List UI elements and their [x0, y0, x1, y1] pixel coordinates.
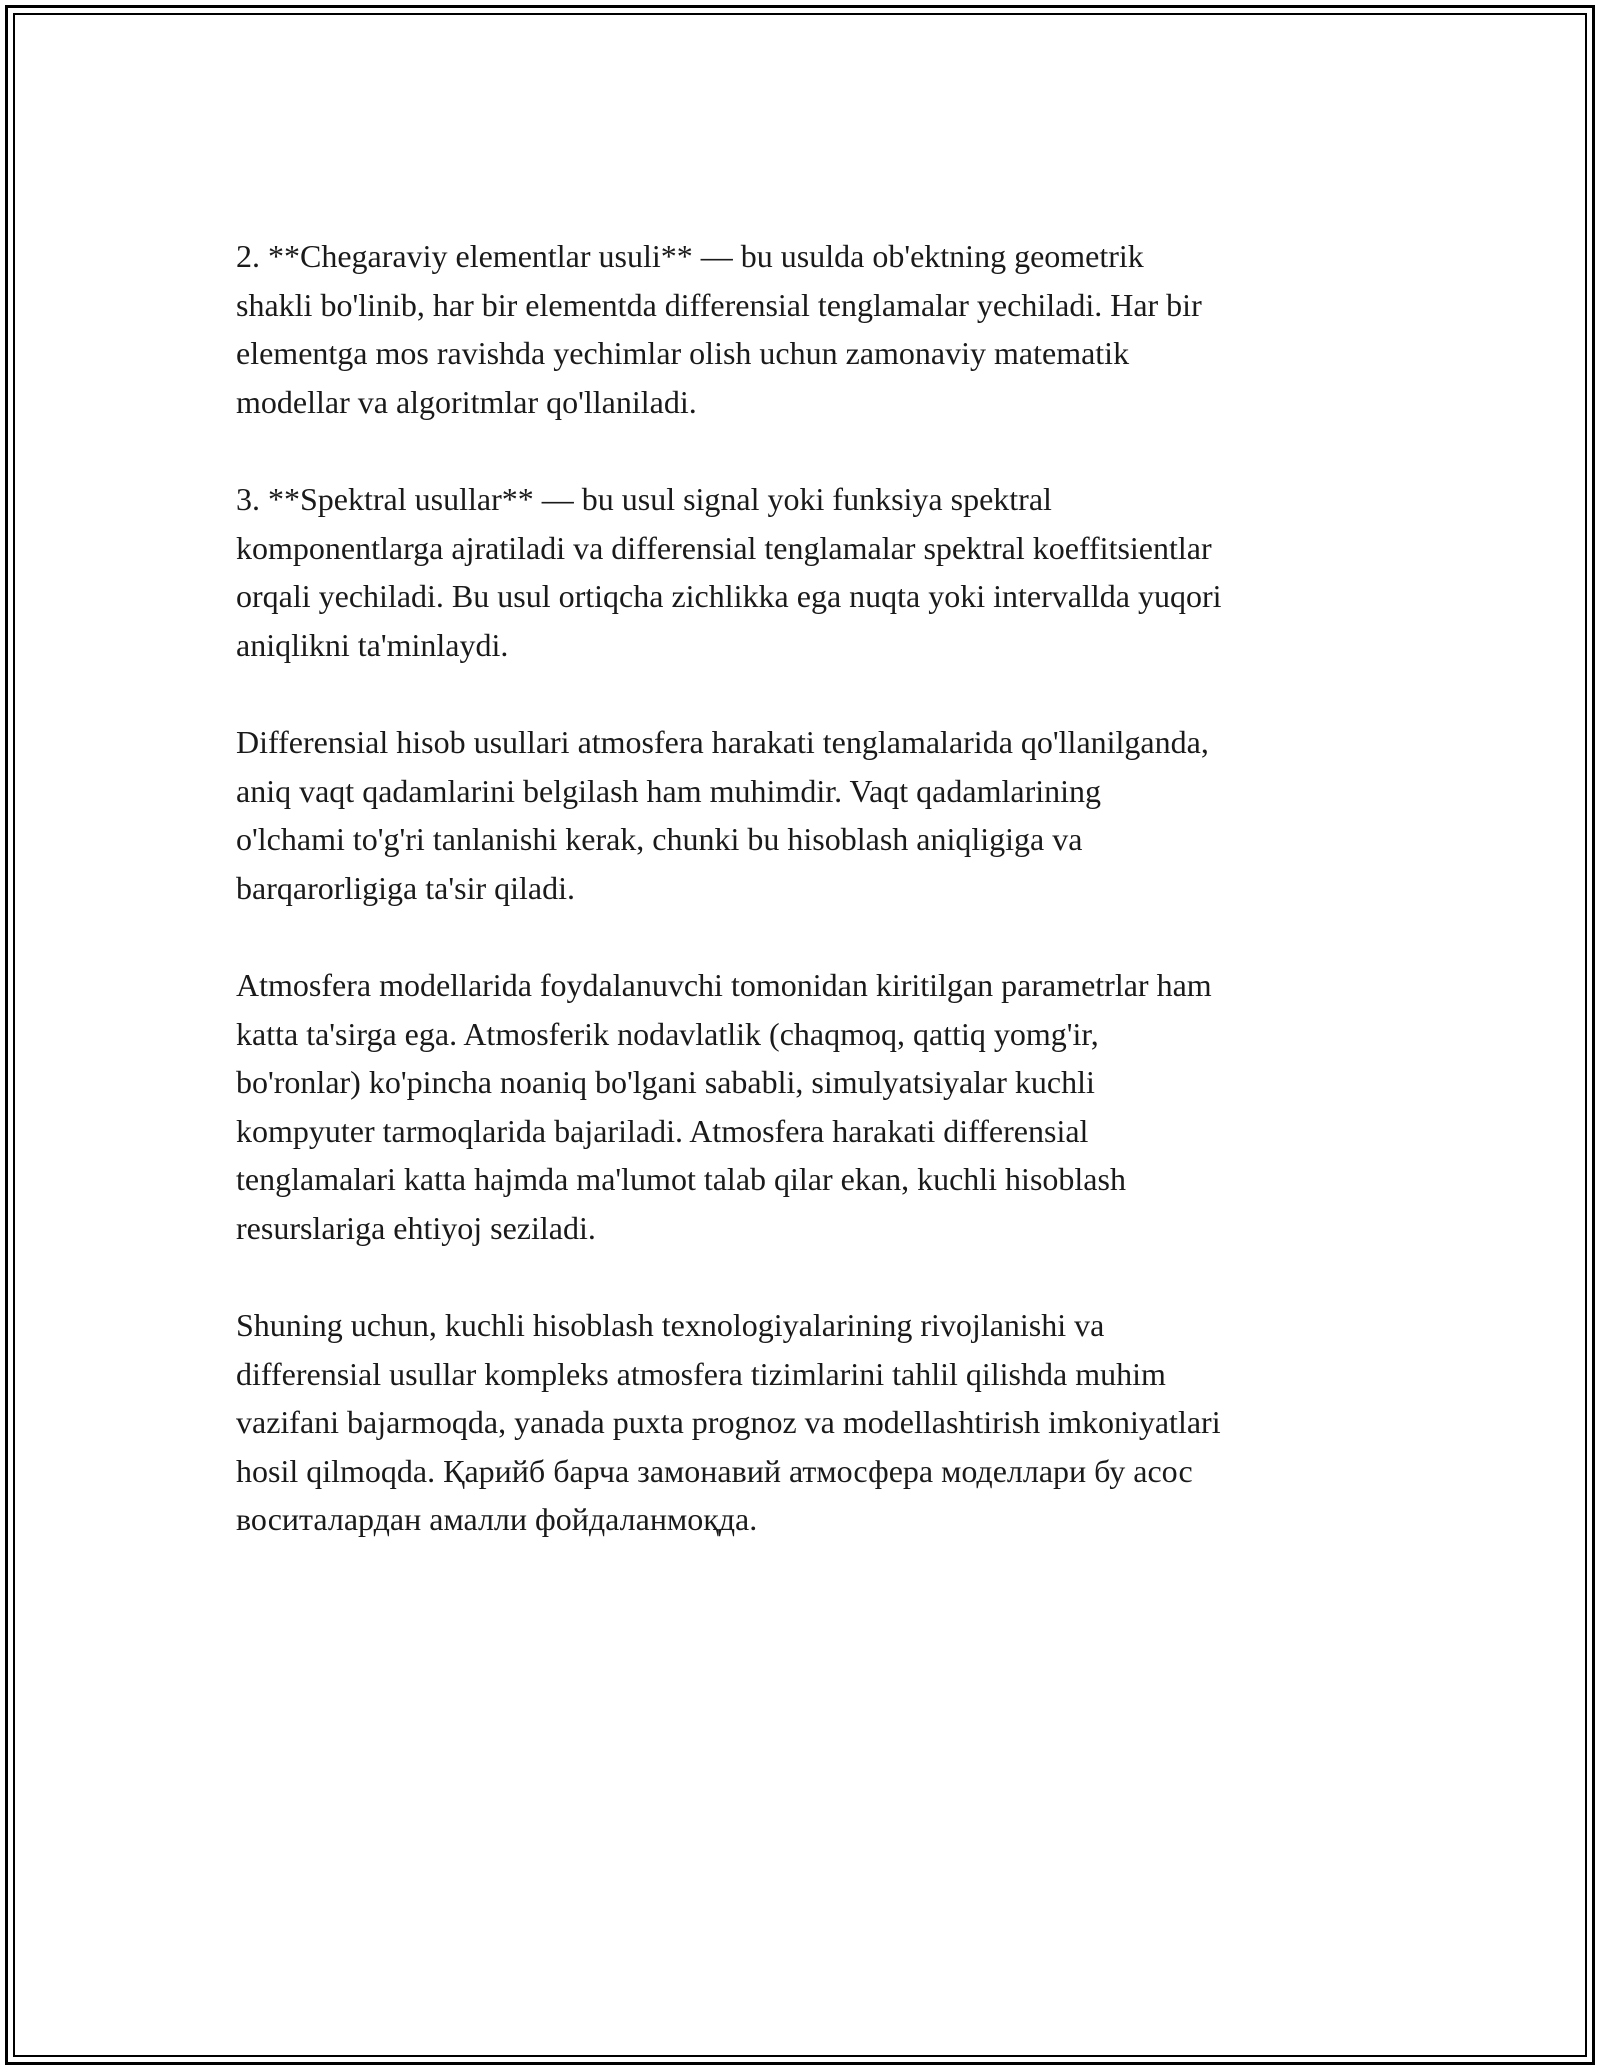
document-body	[236, 232, 1376, 1593]
text-line: Differensial hisob usullari atmosfera harakati tenglamalarida qo'llanilganda,	[236, 724, 1209, 760]
text-line: modellar va algoritmlar qo'llaniladi.	[236, 383, 697, 420]
text-line: o'lchami to'g'ri tanlanishi kerak, chunki bu hisoblash aniqligiga va	[236, 821, 1083, 857]
paragraph-conclusion	[236, 1301, 1376, 1544]
text-line: elementga mos ravishda yechimlar olish uchun zamonaviy matematik	[236, 335, 1130, 371]
text-line: bo'ronlar) ko'pincha noaniq bo'lgani sababli, simulyatsiyalar kuchli	[236, 1064, 1095, 1100]
text-line: aniqlikni ta'minlaydi.	[236, 626, 509, 663]
text-line: 2. **Chegaraviy elementlar usuli** — bu usulda ob'ektning geometrik	[236, 238, 1144, 274]
text-line: differensial usullar kompleks atmosfera tizimlarini tahlil qilishda muhim	[236, 1355, 1166, 1392]
text-line: Atmosfera modellarida foydalanuvchi tomonidan kiritilgan parametrlar ham	[236, 967, 1212, 1003]
text-line: воситалардан амалли фойдаланмоқда.	[236, 1501, 758, 1537]
text-line: tenglamalari katta hajmda ma'lumot talab qilar ekan, kuchli hisoblash	[236, 1161, 1126, 1197]
paragraph-user-parameters	[236, 961, 1376, 1252]
paragraph-boundary-element-method	[236, 232, 1376, 426]
text-line: orqali yechiladi. Bu usul ortiqcha zichlikka ega nuqta yoki intervallda yuqori	[236, 578, 1222, 614]
paragraph-spectral-methods	[236, 475, 1376, 669]
text-line: vazifani bajarmoqda, yanada puxta prognoz va modellashtirish imkoniyatlari	[236, 1404, 1221, 1440]
text-line: barqarorligiga ta'sir qiladi.	[236, 869, 575, 906]
paragraph-time-steps	[236, 718, 1376, 912]
text-line: komponentlarga ajratiladi va differensial tenglamalar spektral koeffitsientlar	[236, 529, 1212, 566]
text-line: hosil qilmoqda. Қарийб барча замонавий атмосфера моделлари бу асос	[236, 1452, 1193, 1489]
text-line: shakli bo'linib, har bir elementda differensial tenglamalar yechiladi. Har bir	[236, 286, 1202, 323]
text-line: kompyuter tarmoqlarida bajariladi. Atmosfera harakati differensial	[236, 1112, 1089, 1149]
text-line: resurslariga ehtiyoj seziladi.	[236, 1209, 596, 1246]
text-line: katta ta'sirga ega. Atmosferik nodavlatlik (chaqmoq, qattiq yomg'ir,	[236, 1015, 1099, 1052]
text-line: 3. **Spektral usullar** — bu usul signal yoki funksiya spektral	[236, 481, 1052, 517]
text-line: aniq vaqt qadamlarini belgilash ham muhimdir. Vaqt qadamlarining	[236, 772, 1101, 809]
text-line: Shuning uchun, kuchli hisoblash texnologiyalarining rivojlanishi va	[236, 1307, 1105, 1343]
